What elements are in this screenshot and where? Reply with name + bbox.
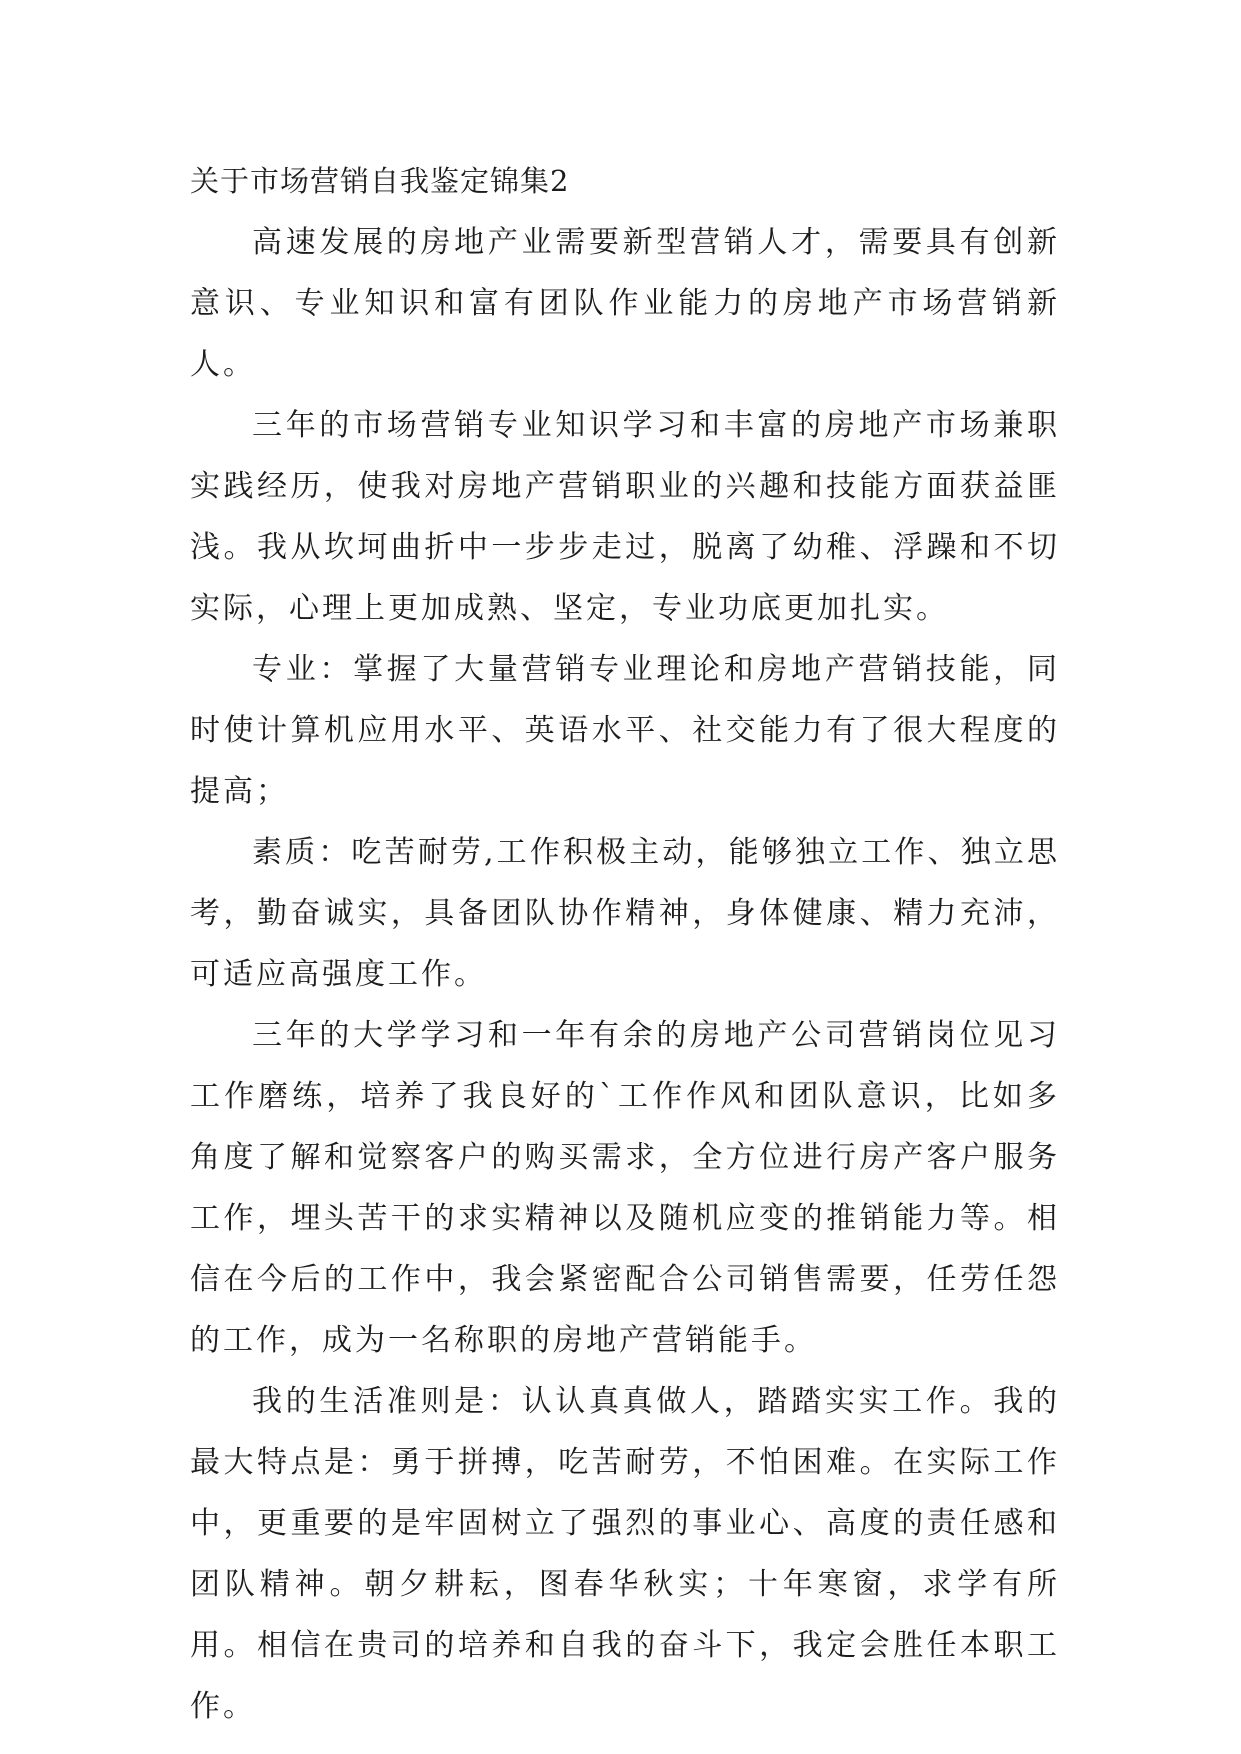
paragraph-quality: 素质：吃苦耐劳,工作积极主动，能够独立工作、独立思考，勤奋诚实，具备团队协作精神，身体健康、精力充沛，可适应高强度工作。 <box>190 835 1060 992</box>
paragraph-experience: 三年的市场营销专业知识学习和丰富的房地产市场兼职实践经历，使我对房地产营销职业的兴趣和技能方面获益匪浅。我从坎坷曲折中一步步走过，脱离了幼稚、浮躁和不切实际，心理上更加成熟、坚定，专业功底更加扎实。 <box>190 408 1060 626</box>
paragraph-intro: 高速发展的房地产业需要新型营销人才，需要具有创新意识、专业知识和富有团队作业能力的房地产市场营销新人。 <box>190 225 1060 382</box>
document-body <box>190 160 1060 1737</box>
paragraph-internship: 三年的大学学习和一年有余的房地产公司营销岗位见习工作磨练，培养了我良好的`工作作风和团队意识，比如多角度了解和觉察客户的购买需求，全方位进行房产客户服务工作，埋头苦干的求实精神以及随机应变的推销能力等。相信在今后的工作中，我会紧密配合公司销售需要，任劳任怨的工作，成为一名称职的房地产营销能手。 <box>190 1018 1060 1358</box>
paragraph-principles: 我的生活准则是：认认真真做人，踏踏实实工作。我的最大特点是：勇于拼搏，吃苦耐劳，不怕困难。在实际工作中，更重要的是牢固树立了强烈的事业心、高度的责任感和团队精神。朝夕耕耘，图春华秋实；十年寒窗，求学有所用。相信在贵司的培养和自我的奋斗下，我定会胜任本职工作。 <box>190 1384 1060 1724</box>
paragraph-professional: 专业：掌握了大量营销专业理论和房地产营销技能，同时使计算机应用水平、英语水平、社交能力有了很大程度的提高； <box>190 652 1060 809</box>
document-title: 关于市场营销自我鉴定锦集2 <box>190 164 570 198</box>
